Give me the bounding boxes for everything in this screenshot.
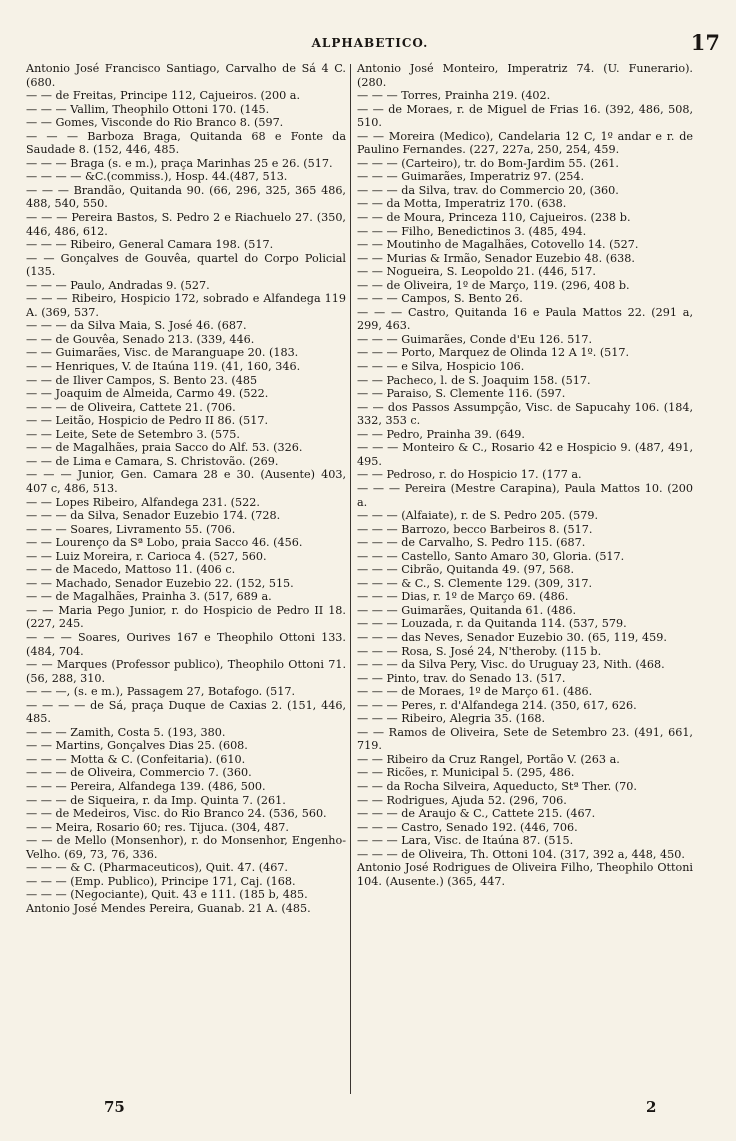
directory-entry: — — Lourenço da Sª Lobo, praia Sacco 46. (456. bbox=[26, 536, 303, 550]
directory-entry: — — — das Neves, Senador Euzebio 30. (65, 119, 459. bbox=[357, 630, 667, 644]
page-header bbox=[20, 30, 720, 58]
directory-entry: — — de Macedo, Mattoso 11. (406 c. bbox=[26, 563, 236, 577]
directory-entry: — — — Braga (s. e m.), praça Marinhas 25 e 26. (517. bbox=[26, 156, 333, 170]
directory-entry: — — de Oliveira, 1º de Março, 119. (296, 408 b. bbox=[357, 278, 630, 292]
directory-entry: — — de Moraes, r. de Miguel de Frias 16. (392, 486, 508, 510. bbox=[357, 102, 693, 130]
directory-entry: — — — da Silva, trav. do Commercio 20, (360. bbox=[357, 183, 619, 197]
directory-entry: — — — Dias, r. 1º de Março 69. (486. bbox=[357, 590, 569, 604]
directory-entry: — — de Magalhães, Prainha 3. (517, 689 a. bbox=[26, 590, 272, 604]
right-column bbox=[357, 62, 693, 888]
directory-entry: — — Ricões, r. Municipal 5. (295, 486. bbox=[357, 766, 575, 780]
directory-entry: — — — Brandão, Quitanda 90. (66, 296, 325, 365 486, 488, 540, 550. bbox=[26, 183, 346, 211]
footer-sheet-number: 2 bbox=[646, 1098, 657, 1116]
directory-entry: Antonio José Mendes Pereira, Guanab. 21 A. (485. bbox=[26, 901, 311, 915]
directory-entry: — — — da Silva, Senador Euzebio 174. (728. bbox=[26, 509, 281, 523]
directory-entry: — — — Ribeiro, Hospicio 172, sobrado e Alfandega 119 A. (369, 537. bbox=[26, 292, 346, 319]
directory-entry: — — Gonçalves de Gouvêa, quartel do Corpo Policial (135. bbox=[26, 251, 346, 279]
directory-entry: — — — Monteiro & C., Rosario 42 e Hospicio 9. (487, 491, 495. bbox=[357, 441, 693, 468]
directory-entry: — — — Filho, Benedictinos 3. (485, 494. bbox=[357, 224, 587, 238]
directory-entry: — — Martins, Gonçalves Dias 25. (608. bbox=[26, 739, 248, 753]
directory-entry: — — — Junior, Gen. Camara 28 e 30. (Ausente) 403, 407 c, 486, 513. bbox=[26, 468, 346, 495]
directory-entry: Antonio José Monteiro, Imperatriz 74. (U. Funerario). (280. bbox=[357, 62, 693, 89]
directory-entry: — — Joaquim de Almeida, Carmo 49. (522. bbox=[26, 387, 269, 401]
directory-entry: — — — Vallim, Theophilo Ottoni 170. (145. bbox=[26, 102, 270, 116]
directory-entry: — — — Soares, Livramento 55. (706. bbox=[26, 522, 236, 536]
directory-entry: — — — Pereira, Alfandega 139. (486, 500. bbox=[26, 779, 266, 793]
directory-entry: — — de Freitas, Principe 112, Cajueiros. (200 a. bbox=[26, 89, 301, 103]
directory-entry: — — Pinto, trav. do Senado 13. (517. bbox=[357, 671, 566, 685]
directory-entry: — — Ramos de Oliveira, Sete de Setembro 23. (491, 661, 719. bbox=[357, 725, 693, 753]
directory-entry: — — — (Negociante), Quit. 43 e 111. (185 b, 485. bbox=[26, 888, 308, 902]
directory-entry: — — — da Silva Maia, S. José 46. (687. bbox=[26, 319, 247, 333]
directory-entry: — — — Peres, r. d'Alfandega 214. (350, 617, 626. bbox=[357, 698, 637, 712]
page-number: 17 bbox=[690, 30, 720, 55]
directory-entry: — — — Barboza Braga, Quitanda 68 e Fonte da Saudade 8. (152, 446, 485. bbox=[26, 129, 346, 157]
directory-entry: — — de Mello (Monsenhor), r. do Monsenhor, Engenho-Velho. (69, 73, 76, 336. bbox=[26, 834, 346, 861]
directory-entry: — — — Motta & C. (Confeitaria). (610. bbox=[26, 752, 246, 766]
directory-entry: — — — de Oliveira, Th. Ottoni 104. (317, 392 a, 448, 450. bbox=[357, 847, 685, 861]
footer-signature-number: 75 bbox=[104, 1098, 125, 1116]
directory-entry: — — Pacheco, l. de S. Joaquim 158. (517. bbox=[357, 373, 591, 387]
directory-entry: — — Guimarães, Visc. de Maranguape 20. (183. bbox=[26, 346, 299, 360]
directory-entry: — — de Lima e Camara, S. Christovão. (269. bbox=[26, 454, 279, 468]
directory-entry: — — Paraiso, S. Clemente 116. (597. bbox=[357, 387, 566, 401]
directory-entry: — — — Castro, Senado 192. (446, 706. bbox=[357, 820, 578, 834]
directory-entry: — — — de Oliveira, Cattete 21. (706. bbox=[26, 400, 236, 414]
directory-entry: — — — & C., S. Clemente 129. (309, 317. bbox=[357, 576, 593, 590]
directory-entry: — — — Torres, Prainha 219. (402. bbox=[357, 89, 551, 103]
directory-entry: Antonio José Rodrigues de Oliveira Filho, Theophilo Ottoni 104. (Ausente.) (365, 447. bbox=[357, 861, 693, 888]
directory-entry: — — — Paulo, Andradas 9. (527. bbox=[26, 278, 210, 292]
left-column bbox=[26, 62, 346, 915]
directory-entry: — — — de Oliveira, Commercio 7. (360. bbox=[26, 766, 252, 780]
directory-entry: — — Moutinho de Magalhães, Cotovello 14. (527. bbox=[357, 238, 639, 252]
directory-entry: — — Nogueira, S. Leopoldo 21. (446, 517. bbox=[357, 265, 596, 279]
directory-entry: — — de Gouvêa, Senado 213. (339, 446. bbox=[26, 332, 255, 346]
directory-entry: — — Leite, Sete de Setembro 3. (575. bbox=[26, 427, 240, 441]
directory-entry: — — — Guimarães, Quitanda 61. (486. bbox=[357, 603, 577, 617]
directory-entry: — — Luiz Moreira, r. Carioca 4. (527, 560. bbox=[26, 549, 267, 563]
directory-entry: — — da Motta, Imperatriz 170. (638. bbox=[357, 197, 567, 211]
directory-entry: — — — — de Sá, praça Duque de Caxias 2. (151, 446, 485. bbox=[26, 698, 346, 726]
directory-entry: — — Henriques, V. de Itaúna 119. (41, 160, 346. bbox=[26, 360, 301, 374]
directory-entry: — — Rodrigues, Ajuda 52. (296, 706. bbox=[357, 793, 567, 807]
directory-entry: — — — — &C.(commiss.), Hosp. 44.(487, 513. bbox=[26, 170, 288, 184]
directory-entry: — — — (Carteiro), tr. do Bom-Jardim 55. (261. bbox=[357, 156, 619, 170]
directory-entry: — — — de Moraes, 1º de Março 61. (486. bbox=[357, 685, 593, 699]
directory-entry: — — — Rosa, S. José 24, N'theroby. (115 b. bbox=[357, 644, 602, 658]
directory-entry: — — Leitão, Hospicio de Pedro II 86. (517. bbox=[26, 414, 269, 428]
directory-entry: — — —, (s. e m.), Passagem 27, Botafogo. (517. bbox=[26, 685, 296, 699]
directory-entry: — — — de Carvalho, S. Pedro 115. (687. bbox=[357, 536, 586, 550]
directory-entry: — — — Barrozo, becco Barbeiros 8. (517. bbox=[357, 522, 593, 536]
directory-entry: — — — de Araujo & C., Cattete 215. (467. bbox=[357, 807, 596, 821]
directory-entry: — — da Rocha Silveira, Aqueducto, Stª Ther. (70. bbox=[357, 779, 637, 793]
directory-entry: — — — Ribeiro, General Camara 198. (517. bbox=[26, 238, 274, 252]
directory-entry: — — — (Emp. Publico), Principe 171, Caj. (168. bbox=[26, 874, 296, 888]
directory-entry: — — — Cibrão, Quitanda 49. (97, 568. bbox=[357, 563, 575, 577]
directory-entry: — — dos Passos Assumpção, Visc. de Sapucahy 106. (184, 332, 353 c. bbox=[357, 400, 693, 428]
directory-entry: — — — Campos, S. Bento 26. bbox=[357, 292, 523, 306]
directory-entry: — — Pedroso, r. do Hospicio 17. (177 a. bbox=[357, 468, 582, 482]
directory-entry: — — Marques (Professor publico), Theophilo Ottoni 71. (56, 288, 310. bbox=[26, 658, 346, 685]
directory-entry: — — Maria Pego Junior, r. do Hospicio de Pedro II 18. (227, 245. bbox=[26, 603, 346, 631]
directory-entry: — — Ribeiro da Cruz Rangel, Portão V. (263 a. bbox=[357, 752, 620, 766]
directory-entry: — — — Guimarães, Conde d'Eu 126. 517. bbox=[357, 332, 593, 346]
directory-entry: — — — (Alfaiate), r. de S. Pedro 205. (579. bbox=[357, 509, 599, 523]
column-divider bbox=[350, 64, 351, 1094]
directory-entry: — — de Magalhães, praia Sacco do Alf. 53. (326. bbox=[26, 441, 303, 455]
page-title: ALPHABETICO. bbox=[311, 36, 429, 50]
directory-entry: — — — de Siqueira, r. da Imp. Quinta 7. (261. bbox=[26, 793, 286, 807]
directory-entry: — — — Porto, Marquez de Olinda 12 A 1º. (517. bbox=[357, 346, 630, 360]
directory-entry: — — Moreira (Medico), Candelaria 12 C, 1º andar e r. de Paulino Fernandes. (227, 227a, 250, 254, 459. bbox=[357, 129, 693, 157]
directory-entry: — — Meira, Rosario 60; res. Tijuca. (304, 487. bbox=[26, 820, 289, 834]
directory-entry: — — de Medeiros, Visc. do Rio Branco 24. (536, 560. bbox=[26, 807, 327, 821]
directory-entry: — — Murias & Irmão, Senador Euzebio 48. (638. bbox=[357, 251, 635, 265]
directory-entry: — — de Iliver Campos, S. Bento 23. (485 bbox=[26, 373, 258, 387]
directory-entry: — — Pedro, Prainha 39. (649. bbox=[357, 427, 525, 441]
directory-entry: — — Lopes Ribeiro, Alfandega 231. (522. bbox=[26, 495, 260, 509]
directory-entry: — — — Zamith, Costa 5. (193, 380. bbox=[26, 725, 226, 739]
directory-entry: — — Gomes, Visconde do Rio Branco 8. (597. bbox=[26, 116, 284, 130]
directory-entry: — — — & C. (Pharmaceuticos), Quit. 47. (467. bbox=[26, 861, 288, 875]
directory-entry: — — — Castro, Quitanda 16 e Paula Mattos 22. (291 a, 299, 463. bbox=[357, 305, 693, 333]
directory-entry: — — — Castello, Santo Amaro 30, Gloria. (517. bbox=[357, 549, 625, 563]
directory-entry: — — — Lara, Visc. de Itaúna 87. (515. bbox=[357, 834, 574, 848]
directory-entry: Antonio José Francisco Santiago, Carvalho de Sá 4 C. (680. bbox=[26, 62, 346, 89]
directory-entry: — — — Pereira Bastos, S. Pedro 2 e Riachuelo 27. (350, 446, 486, 612. bbox=[26, 211, 346, 238]
directory-entry: — — de Moura, Princeza 110, Cajueiros. (238 b. bbox=[357, 211, 631, 225]
directory-entry: — — — Guimarães, Imperatriz 97. (254. bbox=[357, 170, 585, 184]
directory-entry: — — Machado, Senador Euzebio 22. (152, 515. bbox=[26, 576, 294, 590]
directory-entry: — — — Ribeiro, Alegria 35. (168. bbox=[357, 712, 546, 726]
directory-entry: — — — da Silva Pery, Visc. do Uruguay 23, Nith. (468. bbox=[357, 658, 665, 672]
directory-entry: — — — Louzada, r. da Quitanda 114. (537, 579. bbox=[357, 617, 627, 631]
directory-entry: — — — e Silva, Hospicio 106. bbox=[357, 360, 525, 374]
directory-entry: — — — Soares, Ourives 167 e Theophilo Ottoni 133. (484, 704. bbox=[26, 630, 346, 658]
directory-entry: — — — Pereira (Mestre Carapina), Paula Mattos 10. (200 a. bbox=[357, 481, 693, 509]
